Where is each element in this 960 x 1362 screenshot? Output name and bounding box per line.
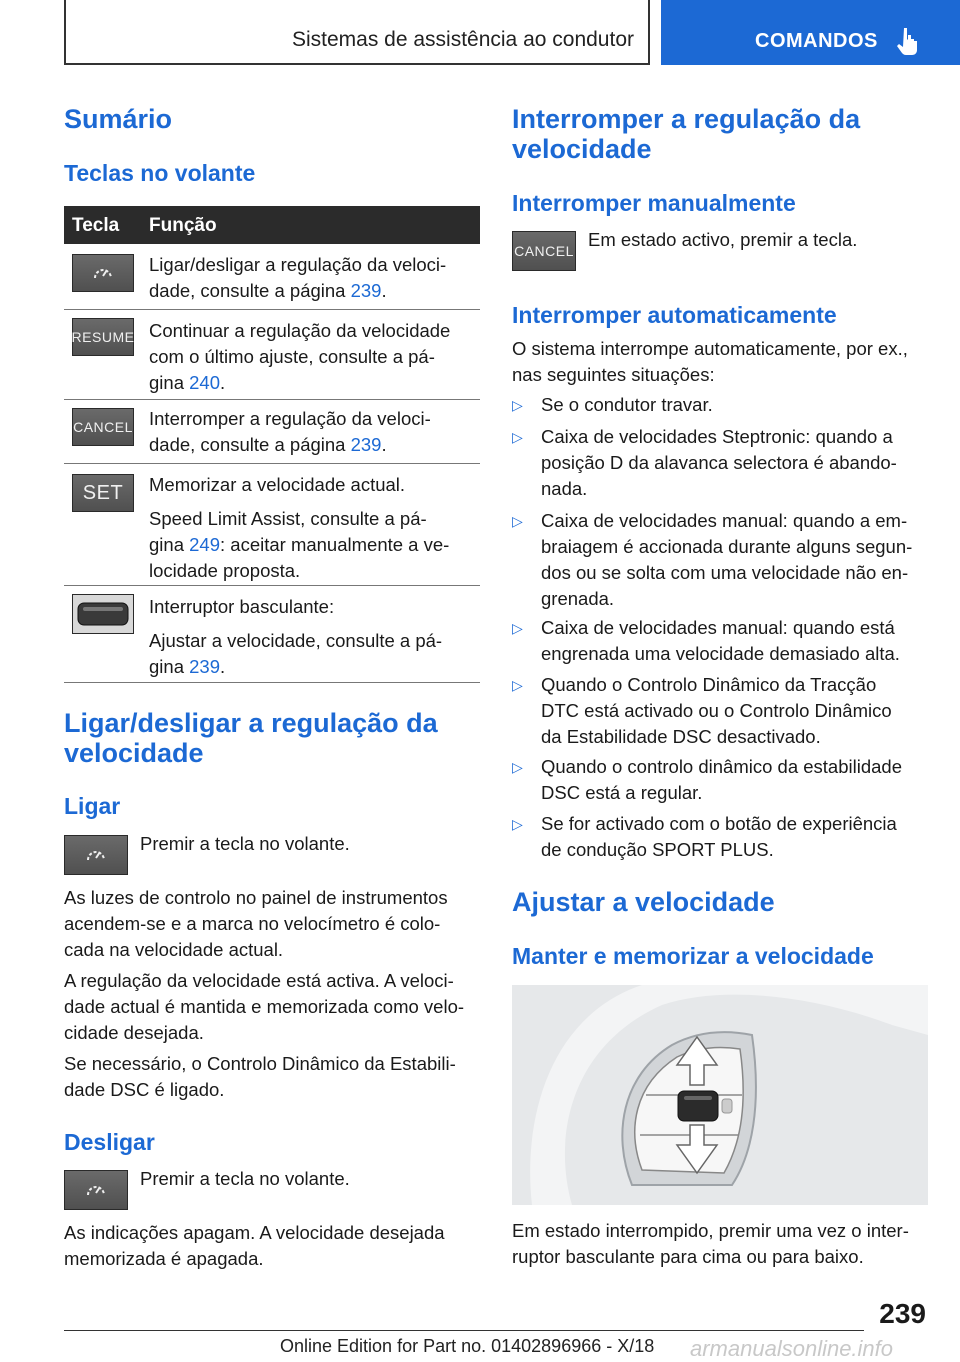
rocker-switch-icon: [75, 598, 131, 630]
row-text: com o último ajuste, consulte a pá-: [149, 346, 435, 367]
triangle-bullet-icon: ▷: [512, 513, 523, 529]
table-row: [64, 310, 480, 400]
row-text: Memorizar a velocidade actual.: [149, 474, 406, 495]
off-heading: Desligar: [64, 1129, 155, 1155]
speedometer-icon: [85, 846, 107, 864]
table-row: [64, 400, 480, 464]
keep-heading: Manter e memorizar a velocidade: [512, 943, 874, 969]
row-text: Speed Limit Assist, consulte a pá-: [149, 508, 427, 529]
set-key: [72, 474, 134, 512]
row-text: locidade proposta.: [149, 560, 301, 581]
triangle-bullet-icon: ▷: [512, 816, 523, 832]
off-key-text: Premir a tecla no volante.: [140, 1168, 350, 1189]
on-heading: Ligar: [64, 793, 121, 819]
paragraph: Se necessário, o Controlo Dinâmico da Estabili- dade DSC é ligado.: [64, 1053, 456, 1100]
page-link[interactable]: 239: [189, 656, 220, 677]
auto-intro: O sistema interrompe automaticamente, por ex., nas seguintes situações:: [512, 338, 908, 385]
steering-wheel-photo: [512, 985, 928, 1205]
paragraph: A regulação da velocidade está activa. A veloci- dade actual é mantida e memorizada como velo- cidade desejada.: [64, 970, 465, 1043]
auto-heading: Interromper automaticamente: [512, 302, 837, 328]
resume-key: [72, 318, 134, 356]
triangle-bullet-icon: ▷: [512, 429, 523, 445]
speedometer-icon: [85, 1181, 107, 1199]
steering-wheel-illustration: [512, 985, 928, 1205]
paragraph: As indicações apagam. A velocidade desejada memorizada é apagada.: [64, 1222, 445, 1269]
row-text: .: [381, 280, 387, 301]
triangle-bullet-icon: ▷: [512, 397, 523, 413]
page-link[interactable]: 249: [189, 534, 220, 555]
on-key-text: Premir a tecla no volante.: [140, 833, 350, 854]
footer-rule: [64, 1330, 864, 1331]
speedometer-icon: [92, 264, 114, 282]
row-text: Interruptor basculante:: [149, 596, 335, 617]
manual-text: Em estado activo, premir a tecla.: [588, 229, 858, 250]
row-text: gina: [149, 656, 190, 677]
page-link[interactable]: 240: [189, 372, 220, 393]
table-header: [64, 206, 480, 244]
interrupt-heading: Interromper a regulação da velocidade: [512, 104, 861, 164]
triangle-bullet-icon: ▷: [512, 677, 523, 693]
table-row: [64, 464, 480, 586]
heading-line: velocidade: [64, 738, 204, 768]
keys-heading: Teclas no volante: [64, 160, 256, 186]
page-link[interactable]: 239: [350, 280, 382, 301]
manual-heading: Interromper manualmente: [512, 190, 796, 216]
table-row: [64, 586, 480, 683]
resume-key-label: RESUME: [71, 329, 135, 345]
cancel-key-label: CANCEL: [514, 243, 574, 259]
chapter-tab[interactable]: [661, 0, 960, 65]
after-photo-text: Em estado interrompido, premir uma vez o inter- ruptor basculante para cima ou para baixo.: [512, 1220, 909, 1267]
onoff-heading: [64, 708, 438, 768]
chapter-tab-label: COMANDOS: [755, 30, 878, 52]
col-function: Função: [149, 215, 217, 236]
row-text: : aceitar manualmente a ve-: [220, 534, 450, 555]
table-row: [64, 244, 480, 310]
watermark: armanualsonline.info: [690, 1336, 894, 1361]
cancel-key-label: CANCEL: [73, 419, 133, 435]
summary-heading: Sumário: [64, 104, 173, 134]
row-text: dade, consulte a página: [149, 280, 351, 301]
row-text: .: [220, 656, 226, 677]
cancel-key: [72, 408, 134, 446]
row-text: .: [381, 434, 387, 455]
section-title: Sistemas de assistência ao condutor: [291, 28, 634, 51]
row-text: dade, consulte a página: [149, 434, 351, 455]
row-text: Ligar/desligar a regulação da veloci-: [149, 254, 447, 275]
hand-pointer-icon: [895, 26, 921, 56]
row-text: gina: [149, 372, 190, 393]
rocker-switch-key: [72, 594, 134, 634]
adjust-heading: Ajustar a velocidade: [512, 887, 775, 917]
speedometer-key: [72, 254, 134, 292]
col-key: Tecla: [72, 215, 120, 236]
page-link[interactable]: 239: [350, 434, 382, 455]
speedometer-key: [64, 835, 128, 875]
paragraph: As luzes de controlo no painel de instrumentos acendem-se e a marca no velocímetro é colo- cada na velocidade actual.: [64, 887, 448, 960]
heading-line: Ligar/desligar a regulação da: [64, 708, 438, 738]
row-text: .: [220, 372, 226, 393]
page-number: 239: [879, 1298, 926, 1329]
triangle-bullet-icon: ▷: [512, 620, 523, 636]
row-text: Continuar a regulação da velocidade: [149, 320, 451, 341]
edition-text: Online Edition for Part no. 01402896966 - X/18: [280, 1336, 655, 1356]
set-key-label: SET: [82, 481, 124, 504]
row-text: gina: [149, 534, 190, 555]
row-text: Interromper a regulação da veloci-: [149, 408, 431, 429]
header-frame: [64, 0, 650, 65]
speedometer-key: [64, 1170, 128, 1210]
cancel-key: [512, 231, 576, 271]
triangle-bullet-icon: ▷: [512, 759, 523, 775]
row-text: Ajustar a velocidade, consulte a pá-: [149, 630, 443, 651]
